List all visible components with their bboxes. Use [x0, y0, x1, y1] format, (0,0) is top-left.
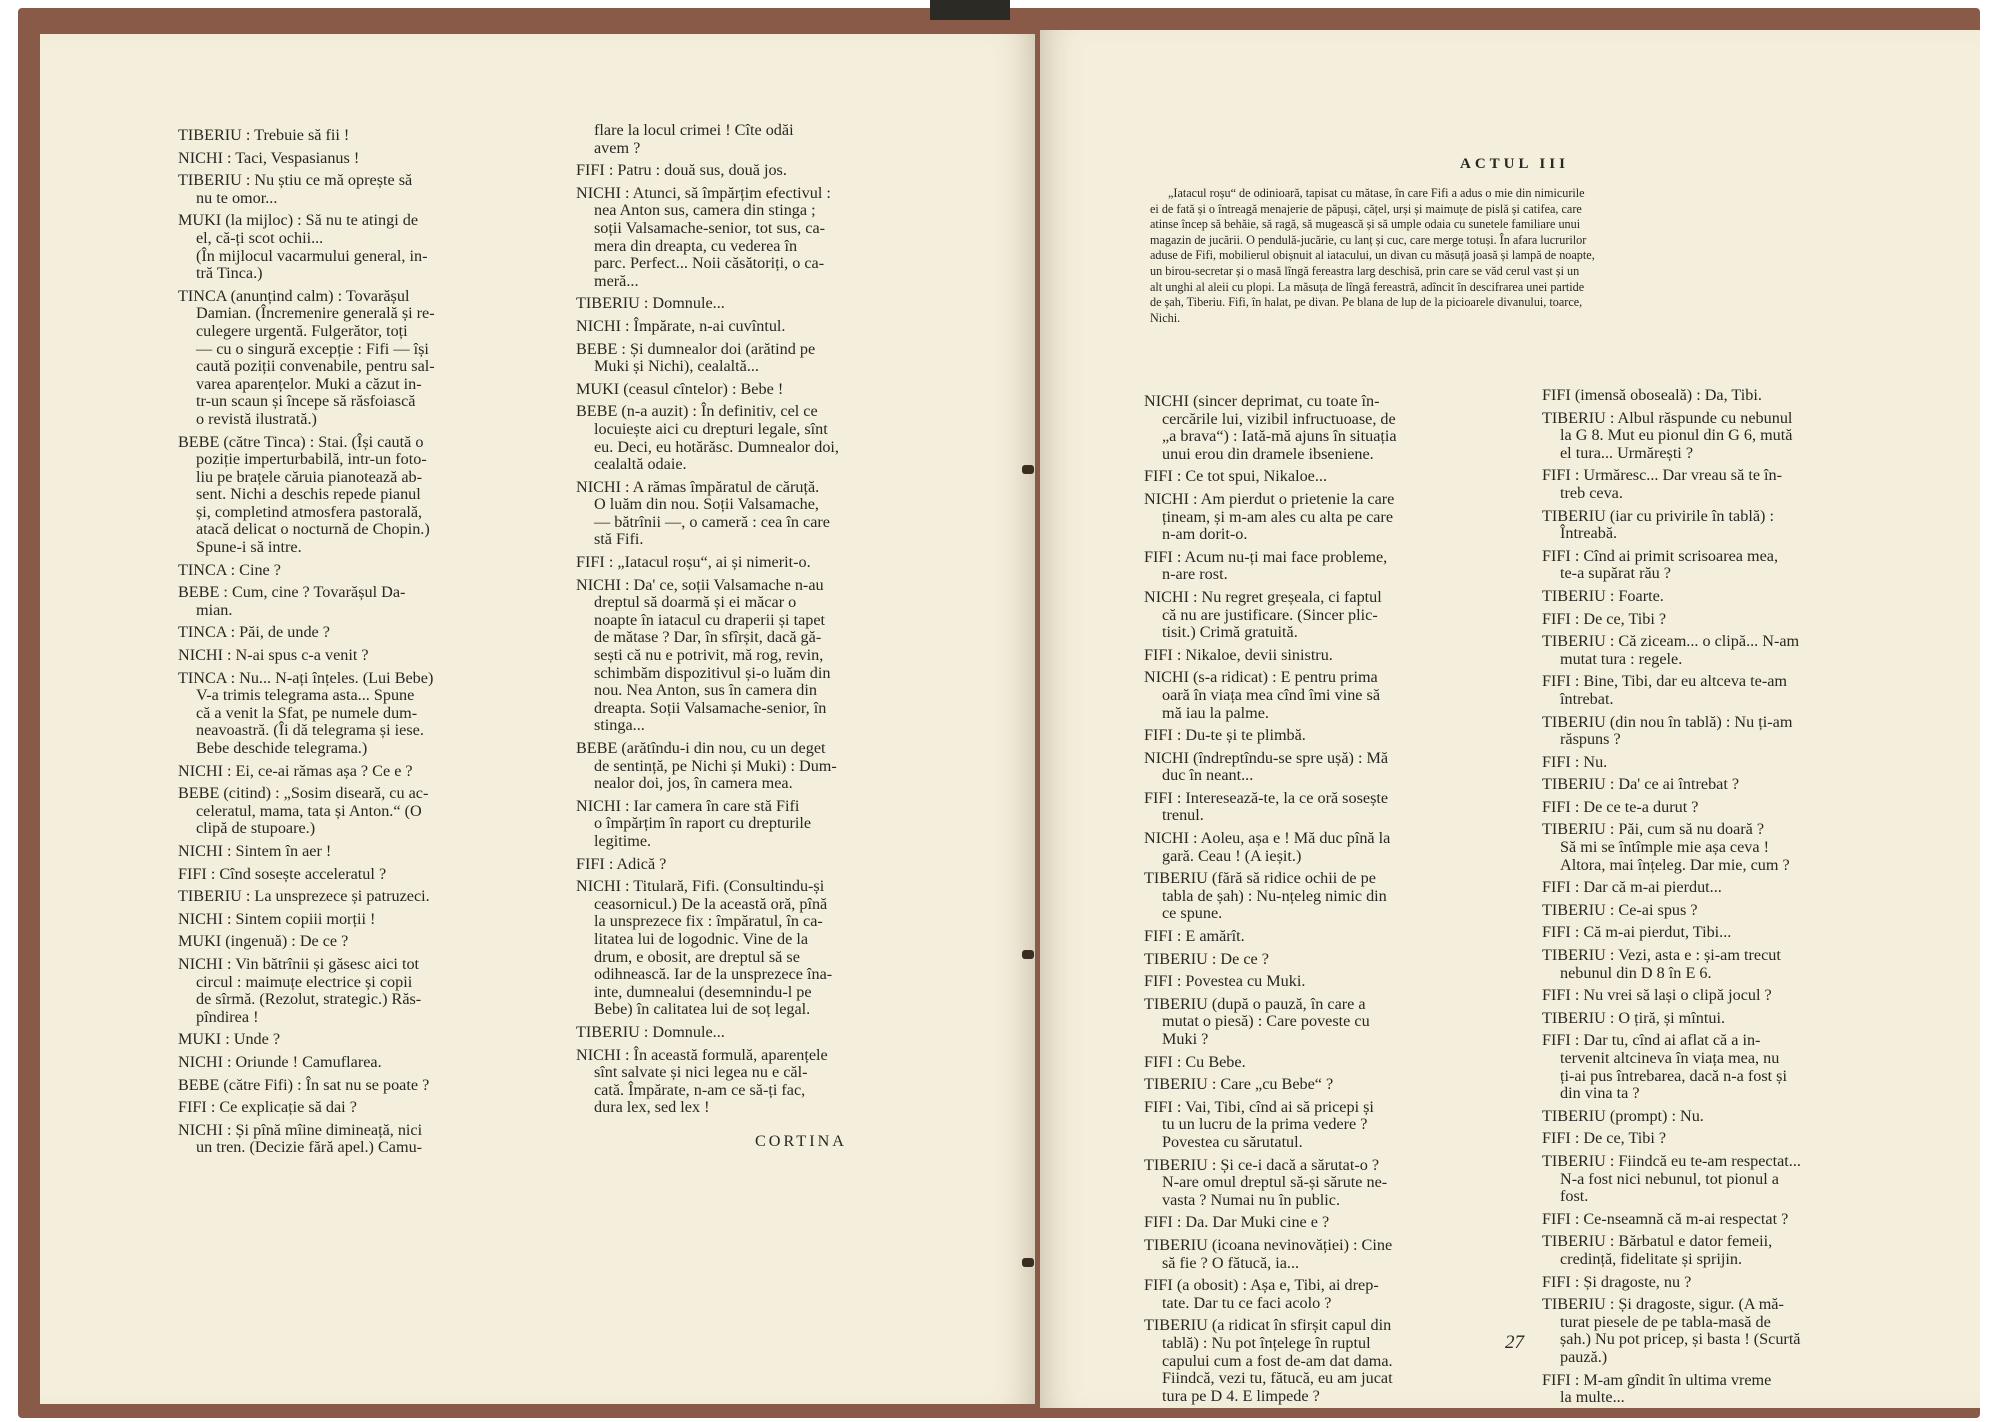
text-line: FIFI : De ce, Tibi ?	[1542, 609, 1667, 628]
text-line: NICHI : În această formulă, aparențele	[576, 1045, 828, 1064]
text-line: FIFI : Dar tu, cînd ai aflat că a in-	[1542, 1031, 1761, 1050]
act-title: ACTUL III	[1460, 156, 1569, 172]
text-line: BEBE (arătîndu-i din nou, cu un deget	[576, 739, 826, 757]
text-line: dura lex, sed lex !	[594, 1098, 710, 1117]
text-line: TIBERIU : Vezi, asta e : și-am trecut	[1542, 946, 1781, 965]
stage-direction-line: aduse de Fifi, mobilierul obișnuit al iatacului, un divan cu măsuță joasă și lampă de noapte,	[1150, 248, 1595, 263]
text-line: NICHI : Sintem în aer !	[178, 841, 332, 860]
text-line: FIFI : Bine, Tibi, dar eu altceva te-am	[1542, 672, 1788, 691]
text-line: FIFI : Du-te și te plimbă.	[1144, 726, 1306, 745]
text-line: el tura... Urmărești ?	[1560, 443, 1694, 462]
text-line: șah.) Nu pot pricep, și basta ! (Scurtă	[1560, 1330, 1801, 1349]
text-line: sești că nu e potrivit, mă rog, revin,	[594, 646, 824, 665]
text-line: sent. Nichi a deschis repede pianul	[196, 485, 421, 504]
text-line: stinga...	[594, 716, 645, 735]
text-line: n-am dorit-o.	[1162, 525, 1248, 544]
text-line: MUKI (ceasul cîntelor) : Bebe !	[576, 379, 784, 398]
text-line: dreptul să doarmă și ei măcar o	[594, 593, 797, 612]
text-line: Muki și Nichi), cealaltă...	[594, 357, 759, 376]
text-line: ceasornicul.) De la această oră, pînă	[594, 894, 828, 913]
text-line: gară. Ceau ! (A ieșit.)	[1162, 846, 1302, 865]
text-line: MUKI (ingenuă) : De ce ?	[178, 932, 349, 951]
text-line: — cu o singură excepție : Fifi — își	[196, 339, 429, 358]
text-line: TIBERIU : De ce ?	[1144, 949, 1269, 968]
text-line: duc în neant...	[1162, 766, 1254, 785]
text-line: fost.	[1560, 1187, 1589, 1206]
text-line: Să mi se întîmple mie așa ceva !	[1560, 838, 1770, 857]
text-line: TINCA : Cine ?	[178, 560, 281, 579]
text-line: ți-ai pus întrebarea, dacă n-a fost și	[1560, 1066, 1787, 1085]
text-line: tate. Dar tu ce faci acolo ?	[1162, 1293, 1332, 1312]
text-line: cealaltă odaie.	[594, 455, 687, 474]
text-line: un tren. (Decizie fără apel.) Camu-	[196, 1138, 423, 1157]
text-line: o împărțim în raport cu drepturile	[594, 814, 812, 833]
curtain-label: CORTINA	[755, 1131, 847, 1150]
text-line: liu pe brațele căruia pianotează ab-	[196, 467, 423, 486]
text-line: FIFI : Urmăresc... Dar vreau să te în-	[1542, 466, 1783, 485]
text-line: FIFI : Și dragoste, nu ?	[1542, 1272, 1692, 1291]
text-line: că a venit la Sfat, pe numele dum-	[196, 703, 418, 722]
text-line: FIFI (imensă oboseală) : Da, Tibi.	[1542, 386, 1762, 404]
text-line: FIFI : Cînd sosește acceleratul ?	[178, 864, 387, 883]
text-line: FIFI : Ce tot spui, Nikaloe...	[1144, 467, 1328, 486]
text-line: NICHI : Sintem copiii morții !	[178, 909, 376, 928]
text-line: NICHI (s-a ridicat) : E pentru prima	[1144, 668, 1378, 687]
text-line: TIBERIU (prompt) : Nu.	[1542, 1106, 1704, 1125]
text-line: TIBERIU : Foarte.	[1542, 586, 1664, 605]
text-line: tr-un scaun și începe să răsfoiască	[196, 392, 416, 411]
text-line: BEBE : Și dumnealor doi (arătind pe	[576, 339, 816, 358]
text-line: NICHI : Taci, Vespasianus !	[178, 148, 360, 167]
text-line: Damian. (Încremenire generală și re-	[196, 304, 435, 323]
text-line: tablă) : Nu pot înțelege în ruptul	[1162, 1333, 1371, 1352]
text-line: trenul.	[1162, 806, 1204, 825]
text-line: la multe...	[1560, 1388, 1625, 1407]
text-line: meră...	[594, 271, 639, 290]
text-line: NICHI : Oriunde ! Camuflarea.	[178, 1052, 382, 1071]
stage-directions	[1150, 186, 1950, 326]
text-line: TIBERIU (fără să ridice ochii de pe	[1144, 869, 1376, 888]
text-line: FIFI (a obosit) : Așa e, Tibi, ai drep-	[1144, 1276, 1379, 1295]
text-line: nealor doi, jos, în camera mea.	[594, 774, 793, 793]
text-line: FIFI : Că m-ai pierdut, Tibi...	[1542, 923, 1732, 942]
text-line: schimbăm dispozitivul și-o luăm din	[594, 663, 831, 682]
text-line: FIFI : Da. Dar Muki cine e ?	[1144, 1213, 1330, 1232]
text-line: NICHI : N-ai spus c-a venit ?	[178, 646, 369, 665]
text-line: MUKI (la mijloc) : Să nu te atingi de	[178, 211, 419, 230]
text-line: NICHI : Atunci, să împărțim efectivul :	[576, 183, 831, 202]
text-line: Fiindcă, vezi tu, fătucă, eu am jucat	[1162, 1369, 1393, 1388]
text-line: turat piesele de pe tabla-masă de	[1560, 1312, 1771, 1331]
text-line: sînt salvate și nici legea nu e căl-	[594, 1063, 808, 1082]
text-line: FIFI : Nu vrei să lași o clipă jocul ?	[1542, 986, 1772, 1005]
text-line: TIBERIU : Păi, cum să nu doară ?	[1542, 820, 1765, 839]
text-line: TIBERIU : O țiră, și mîntui.	[1542, 1008, 1725, 1027]
text-line: celeratul, mama, tata și Anton.“ (O	[196, 801, 422, 820]
text-line: TIBERIU : Ce-ai spus ?	[1542, 900, 1698, 919]
text-line: tervenit altcineva în viața mea, nu	[1560, 1049, 1780, 1067]
text-line: NICHI : Și pînă mîine dimineață, nici	[178, 1120, 423, 1139]
page-number: 27	[1505, 1332, 1524, 1353]
text-line: NICHI (îndreptîndu-se spre ușă) : Mă	[1144, 748, 1389, 767]
text-line: oară în viața mea cînd îmi vine să	[1162, 685, 1381, 704]
text-line: NICHI : Ei, ce-ai rămas așa ? Ce e ?	[178, 761, 413, 780]
text-line: FIFI : De ce, Tibi ?	[1542, 1129, 1667, 1148]
text-line: atacă delicat o nocturnă de Chopin.)	[196, 520, 430, 539]
text-line: TINCA : Nu... N-ați înțeles. (Lui Bebe)	[178, 668, 434, 687]
text-line: treb ceva.	[1560, 483, 1623, 502]
text-line: neavoastră. (Îi dă telegrama și iese.	[196, 721, 424, 740]
text-line: Muki ?	[1162, 1030, 1209, 1048]
text-line: Povestea cu sărutatul.	[1162, 1132, 1303, 1151]
text-line: BEBE (către Tinca) : Stai. (Își caută o	[178, 432, 424, 451]
text-line: TIBERIU (a ridicat în sfirșit capul din	[1144, 1316, 1392, 1335]
text-line: FIFI : M-am gîndit în ultima vreme	[1542, 1370, 1772, 1389]
text-line: capului cum a fost de-am dat dama.	[1162, 1351, 1393, 1370]
text-line: FIFI : De ce te-a durut ?	[1542, 797, 1699, 816]
text-line: mian.	[196, 600, 233, 619]
left-column-2	[576, 122, 966, 1150]
stage-direction-line: atinse încep să behăie, să ragă, să mugească și să umple odaia cu sunetele familiare unui	[1150, 217, 1581, 232]
text-line: tura pe D 4. E limpede ?	[1162, 1386, 1320, 1405]
text-line: clipă de stupoare.)	[196, 819, 316, 838]
text-line: TIBERIU : Și ce-i dacă a sărutat-o ?	[1144, 1155, 1380, 1174]
text-line: BEBE (către Fifi) : În sat nu se poate ?	[178, 1075, 430, 1094]
right-column-2	[1542, 382, 1942, 1407]
text-line: mutat tura : regele.	[1560, 649, 1683, 668]
stage-direction-line: ei de fată și o întreagă menajerie de păpuși, cățel, urși și maimuțe de pislă și catifea, care	[1150, 201, 1582, 216]
binding-thread	[1022, 1258, 1034, 1267]
text-line: la G 8. Mut eu pionul din G 6, mută	[1560, 426, 1793, 445]
text-line: BEBE (citind) : „Sosim diseară, cu ac-	[178, 784, 429, 803]
text-line: FIFI : Patru : două sus, două jos.	[576, 161, 787, 180]
text-line: FIFI : Interesează-te, la ce oră sosește	[1144, 788, 1389, 807]
text-line: nea Anton sus, camera din stinga ;	[594, 201, 816, 220]
text-line: TIBERIU : Domnule...	[576, 294, 725, 313]
text-line: TIBERIU : Bărbatul e dator femeii,	[1542, 1232, 1773, 1251]
text-line: poziție imperturbabilă, intr-un foto-	[196, 450, 427, 469]
text-line: o revistă ilustrată.)	[196, 409, 317, 428]
text-line: TINCA (anunțind calm) : Tovarășul	[178, 286, 410, 305]
text-line: NICHI : Da' ce, soții Valsamache n-au	[576, 575, 824, 594]
text-line: FIFI : Dar că m-ai pierdut...	[1542, 878, 1722, 897]
text-line: FIFI : Adică ?	[576, 854, 667, 873]
text-line: Bebe deschide telegrama.)	[196, 739, 368, 757]
stage-direction-line: alt unghi al aleii cu plopi. La măsuța de lîngă fereastră, adîncit în descifrarea unei partide	[1150, 279, 1585, 294]
right-column-1	[1144, 388, 1524, 1405]
text-line: tabla de șah) : Nu-nțeleg nimic din	[1162, 886, 1387, 905]
text-line: pauză.)	[1560, 1347, 1608, 1366]
text-line: drum, e obosit, are dreptul să se	[594, 947, 800, 966]
text-line: pîndirea !	[196, 1007, 259, 1026]
text-line: FIFI : Nu.	[1542, 752, 1608, 771]
text-line: NICHI : Împărate, n-ai cuvîntul.	[576, 316, 786, 335]
text-line: NICHI : Vin bătrînii și găsesc aici tot	[178, 954, 420, 973]
text-line: FIFI : Povestea cu Muki.	[1144, 972, 1306, 991]
text-line: NICHI : Aoleu, așa e ! Mă duc pînă la	[1144, 829, 1391, 848]
text-line: țineam, și m-am ales cu alta pe care	[1162, 507, 1394, 526]
text-line: Altora, mai înțeleg. Dar mie, cum ?	[1560, 855, 1790, 874]
text-line: la unsprezece fix : împăratul, în ca-	[594, 912, 823, 931]
text-line: litatea lui de logodnic. Vine de la	[594, 929, 809, 948]
text-line: flare la locul crimei ! Cîte odăi	[594, 121, 794, 139]
text-line: FIFI : Cînd ai primit scrisoarea mea,	[1542, 546, 1779, 565]
text-line: V-a trimis telegrama asta... Spune	[196, 686, 415, 705]
text-line: de sîrmă. (Rezolut, strategic.) Răs-	[196, 990, 422, 1009]
text-line: FIFI : Ce explicație să dai ?	[178, 1098, 357, 1117]
text-line: nebunul din D 8 în E 6.	[1560, 963, 1712, 982]
text-line: eu. Deci, eu hotărăsc. Dumnealor doi,	[594, 437, 839, 456]
text-line: locuiește aici cu drepturi legale, sînt	[594, 419, 828, 438]
text-line: — bătrînii —, o cameră : cea în care	[594, 512, 830, 531]
text-line: cată. Împărate, n-am ce să-ți fac,	[594, 1080, 806, 1099]
text-line: „a brava“) : Iată-mă ajuns în situația	[1162, 427, 1397, 446]
text-line: NICHI (sincer deprimat, cu toate în-	[1144, 392, 1380, 410]
text-line: cercările lui, vizibil infructuoase, de	[1162, 409, 1396, 428]
text-line: el, că-ți scot ochii...	[196, 228, 324, 247]
text-line: să fie ? O fătucă, ia...	[1162, 1253, 1300, 1272]
text-line: (În mijlocul vacarmului general, in-	[196, 246, 428, 265]
text-line: FIFI : Cu Bebe.	[1144, 1052, 1246, 1071]
text-line: FIFI : Acum nu-ți mai face probleme,	[1144, 547, 1388, 566]
text-line: TIBERIU : Fiindcă eu te-am respectat...	[1542, 1151, 1801, 1170]
text-line: FIFI : Nikaloe, devii sinistru.	[1144, 645, 1333, 664]
text-line: stă Fifi.	[594, 530, 644, 549]
text-line: N-are omul dreptul să-și sărute ne-	[1162, 1173, 1388, 1192]
text-line: culegere urgentă. Fulgerător, toți	[196, 321, 408, 340]
text-line: că nu are justificare. (Sincer plic-	[1162, 605, 1378, 624]
text-line: tisit.) Crimă gratuită.	[1162, 623, 1298, 642]
text-line: NICHI : Nu regret greșeala, ci faptul	[1144, 587, 1382, 606]
text-line: NICHI : Am pierdut o prietenie la care	[1144, 489, 1395, 508]
text-line: vasta ? Numai nu în public.	[1162, 1190, 1341, 1209]
text-line: TIBERIU : Domnule...	[576, 1022, 725, 1041]
stage-direction-line: Nichi.	[1150, 310, 1181, 325]
text-line: odihnească. Iar de la unsprezece îna-	[594, 965, 833, 984]
text-line: caută poziții convenabile, pentru sal-	[196, 357, 435, 376]
text-line: FIFI : Ce-nseamnă că m-ai respectat ?	[1542, 1209, 1789, 1228]
text-line: parc. Perfect... Noii căsătoriți, o ca-	[594, 254, 825, 273]
text-line: unui erou din dramele ibseniene.	[1162, 444, 1374, 463]
text-line: TIBERIU : La unsprezece și patruzeci.	[178, 887, 430, 906]
text-line: nu te omor...	[196, 188, 278, 207]
text-line: NICHI : A rămas împăratul de căruță.	[576, 477, 820, 496]
text-line: TIBERIU : Că ziceam... o clipă... N-am	[1542, 632, 1800, 651]
left-page	[40, 34, 1035, 1404]
text-line: NICHI : Titulară, Fifi. (Consultindu-și	[576, 877, 825, 896]
text-line: TIBERIU (după o pauză, în care a	[1144, 994, 1366, 1013]
text-line: BEBE : Cum, cine ? Tovarășul Da-	[178, 583, 406, 602]
text-line: mera din dreapta, cu vederea în	[594, 236, 798, 255]
text-line: FIFI : E amărît.	[1144, 927, 1245, 946]
text-line: n-are rost.	[1162, 565, 1228, 584]
text-line: soții Valsamache-senior, tot sus, ca-	[594, 218, 826, 237]
text-line: MUKI : Unde ?	[178, 1030, 281, 1049]
text-line: întrebat.	[1560, 689, 1614, 708]
text-line: TIBERIU : Nu știu ce mă oprește să	[178, 171, 413, 190]
text-line: O luăm din nou. Soții Valsamache,	[594, 495, 819, 514]
stage-direction-line: „Iatacul roșu“ de odinioară, tapisat cu mătase, în care Fifi a adus o mie din nimicurile	[1168, 186, 1585, 200]
text-line: BEBE (n-a auzit) : În definitiv, cel ce	[576, 402, 818, 421]
stage-direction-line: un birou-secretar și o masă lîngă fereastra larg deschisă, prin care se văd cerul vast și un	[1150, 263, 1580, 278]
text-line: credință, fidelitate și sprijin.	[1560, 1249, 1743, 1268]
text-line: TIBERIU : Trebuie să fii !	[178, 126, 350, 144]
text-line: TINCA : Păi, de unde ?	[178, 623, 330, 642]
text-line: TIBERIU (iar cu privirile în tablă) :	[1542, 506, 1774, 525]
text-line: Spune-i să intre.	[196, 538, 302, 557]
text-line: TIBERIU (din nou în tablă) : Nu ți-am	[1542, 712, 1793, 731]
text-line: mă iau la palme.	[1162, 703, 1269, 722]
text-line: TIBERIU (icoana nevinovăției) : Cine	[1144, 1235, 1393, 1254]
text-line: circul : maimuțe electrice și copii	[196, 972, 413, 991]
binding-thread	[1022, 950, 1034, 959]
text-line: de mătase ? Dar, în sfîrșit, dacă gă-	[594, 628, 822, 647]
text-line: TIBERIU : Albul răspunde cu nebunul	[1542, 408, 1793, 427]
text-line: din vina ta ?	[1560, 1084, 1640, 1103]
stage-direction-line: magazin de jucării. O pendulă-jucărie, cu lanț și cuc, care merge totuși. În afara lucrurilor	[1150, 232, 1587, 247]
stage-direction-line: de șah, Tiberiu. Fifi, în halat, pe divan. Pe blana de lup de la picioarele divanului, toarce,	[1150, 295, 1583, 310]
text-line: dreapta. Soții Valsamache-senior, în	[594, 698, 827, 717]
text-line: noapte în iatacul cu draperii și tapet	[594, 610, 826, 629]
text-line: și, completind atmosfera pastorală,	[196, 502, 423, 521]
text-line: tu un lucru de la prima vedere ?	[1162, 1115, 1368, 1134]
text-line: avem ?	[594, 138, 641, 157]
text-line: mutat o piesă) : Care poveste cu	[1162, 1012, 1370, 1031]
text-line: N-a fost nici nebunul, tot pionul a	[1560, 1169, 1779, 1188]
text-line: TIBERIU : Care „cu Bebe“ ?	[1144, 1075, 1334, 1094]
text-line: varea aparențelor. Muki a căzut in-	[196, 374, 422, 393]
text-line: ce spune.	[1162, 904, 1223, 923]
binding-thread	[1022, 465, 1034, 474]
text-line: TIBERIU : Și dragoste, sigur. (A mă-	[1542, 1295, 1784, 1314]
text-line: FIFI : Vai, Tibi, cînd ai să pricepi și	[1144, 1097, 1374, 1116]
text-line: FIFI : „Iatacul roșu“, ai și nimerit-o.	[576, 553, 811, 572]
text-line: nou. Nea Anton, sus în camera din	[594, 681, 817, 700]
text-line: te-a supărat rău ?	[1560, 564, 1671, 583]
text-line: TIBERIU : Da' ce ai întrebat ?	[1542, 775, 1740, 794]
text-line: NICHI : Iar camera în care stă Fifi	[576, 796, 800, 815]
text-line: Întreabă.	[1560, 524, 1618, 543]
text-line: de sentință, pe Nichi și Muki) : Dum-	[594, 756, 837, 775]
text-line: legitime.	[594, 831, 652, 850]
text-line: Bebe) în calitatea lui de soț legal.	[594, 1000, 811, 1019]
right-page	[1040, 30, 1980, 1408]
text-line: răspuns ?	[1560, 730, 1621, 749]
text-line: inte, dumnealui (desemnindu-l pe	[594, 982, 812, 1001]
left-column-1	[178, 122, 558, 1157]
cover-edge	[930, 0, 1010, 20]
text-line: tră Tinca.)	[196, 264, 263, 283]
